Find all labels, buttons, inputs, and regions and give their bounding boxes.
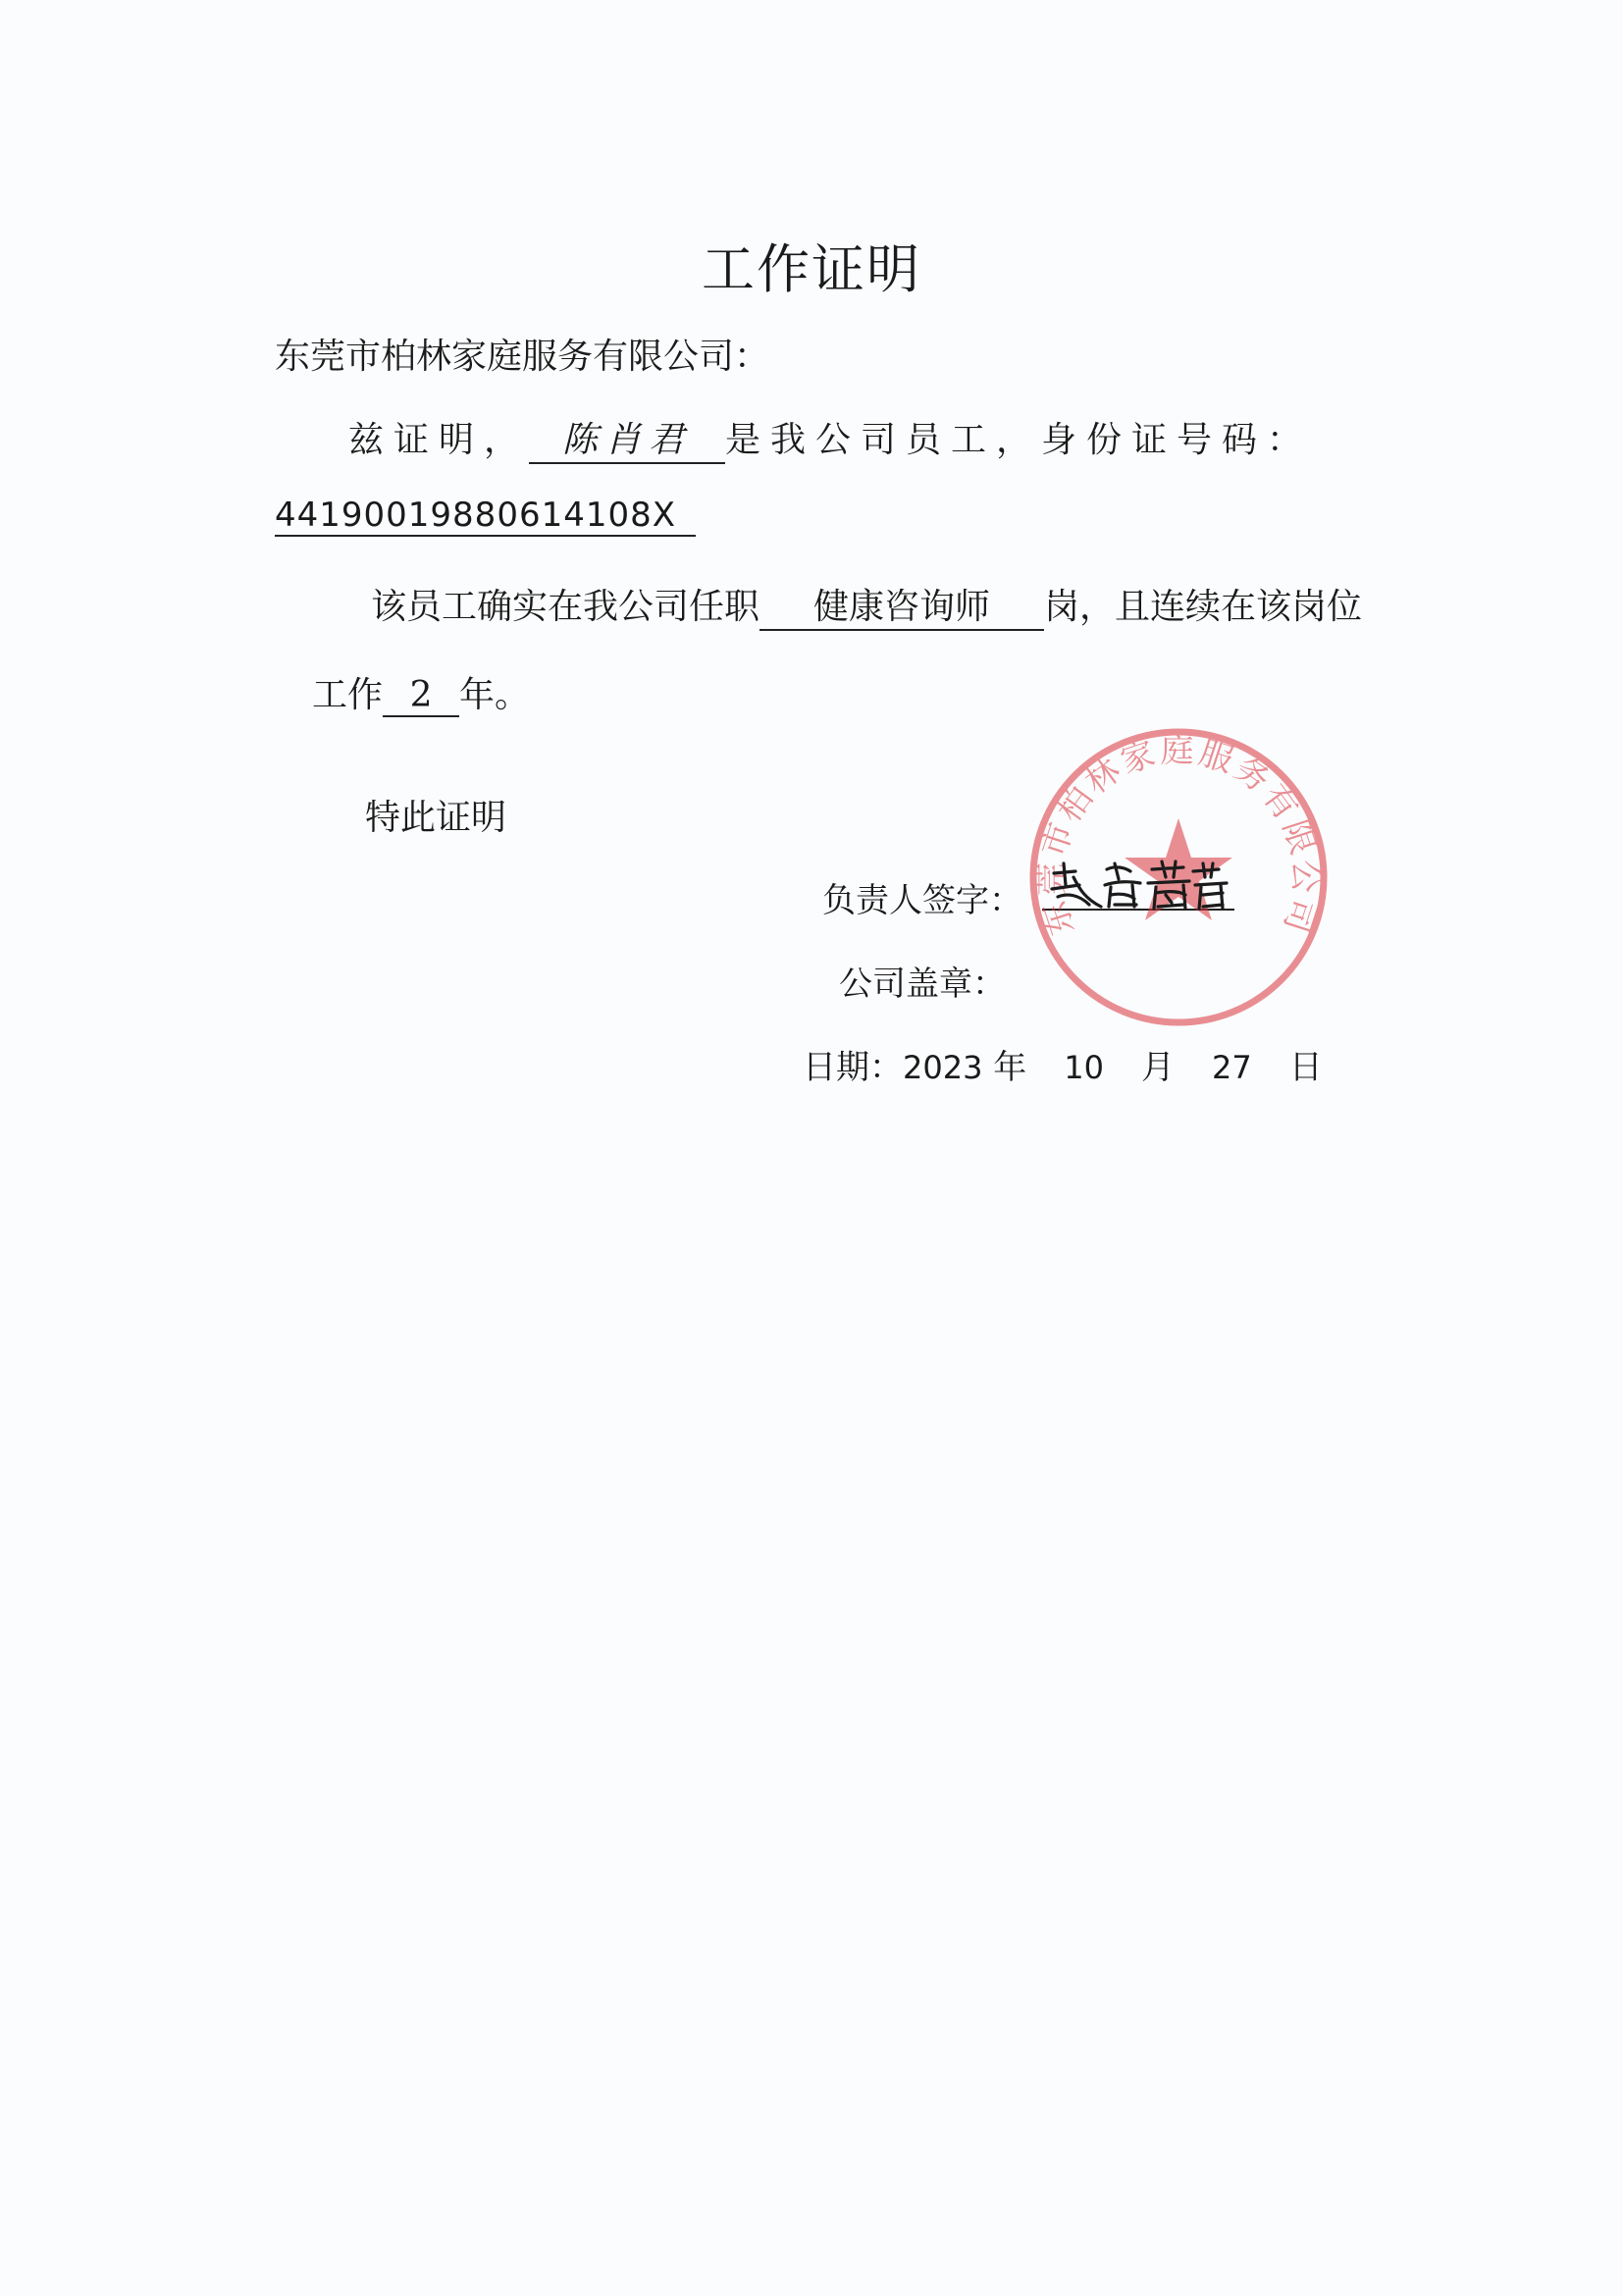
signature-label: 负责人签字： xyxy=(822,881,1022,920)
month-unit: 月 xyxy=(1140,1048,1175,1087)
date-month: 10 xyxy=(1064,1049,1104,1086)
certify-prefix: 兹证明， xyxy=(348,420,530,460)
position-prefix: 该员工确实在我公司任职 xyxy=(371,587,760,627)
date-day: 27 xyxy=(1211,1049,1252,1086)
addressee: 东莞市柏林家庭服务有限公司： xyxy=(275,337,770,377)
work-duration-line xyxy=(312,667,530,717)
date-label: 日期： xyxy=(803,1048,903,1087)
certify-suffix: 是我公司员工，身份证号码： xyxy=(725,420,1313,460)
document-title: 工作证明 xyxy=(702,238,921,300)
day-unit: 日 xyxy=(1288,1048,1323,1087)
position-line xyxy=(371,579,1362,631)
seal-label: 公司盖章： xyxy=(839,965,1006,1004)
work-years: 2 xyxy=(383,675,459,717)
year-unit: 年 xyxy=(993,1048,1027,1087)
certify-line xyxy=(348,412,1312,464)
id-number: 44190019880614108X xyxy=(275,496,696,537)
date-line xyxy=(803,1040,1323,1088)
position-value: 健康咨询师 xyxy=(759,579,1044,631)
seal-text: 东莞市柏林家庭服务有限公司 xyxy=(1031,731,1326,941)
id-number-line xyxy=(275,496,696,535)
work-suffix: 年。 xyxy=(459,675,531,715)
date-year: 2023 xyxy=(903,1049,983,1086)
work-prefix: 工作 xyxy=(312,675,384,715)
position-suffix: 岗，且连续在该岗位 xyxy=(1044,587,1363,627)
closing-phrase: 特此证明 xyxy=(365,798,507,838)
handwritten-signature xyxy=(1046,856,1242,914)
employee-name: 陈肖君 xyxy=(529,412,725,464)
